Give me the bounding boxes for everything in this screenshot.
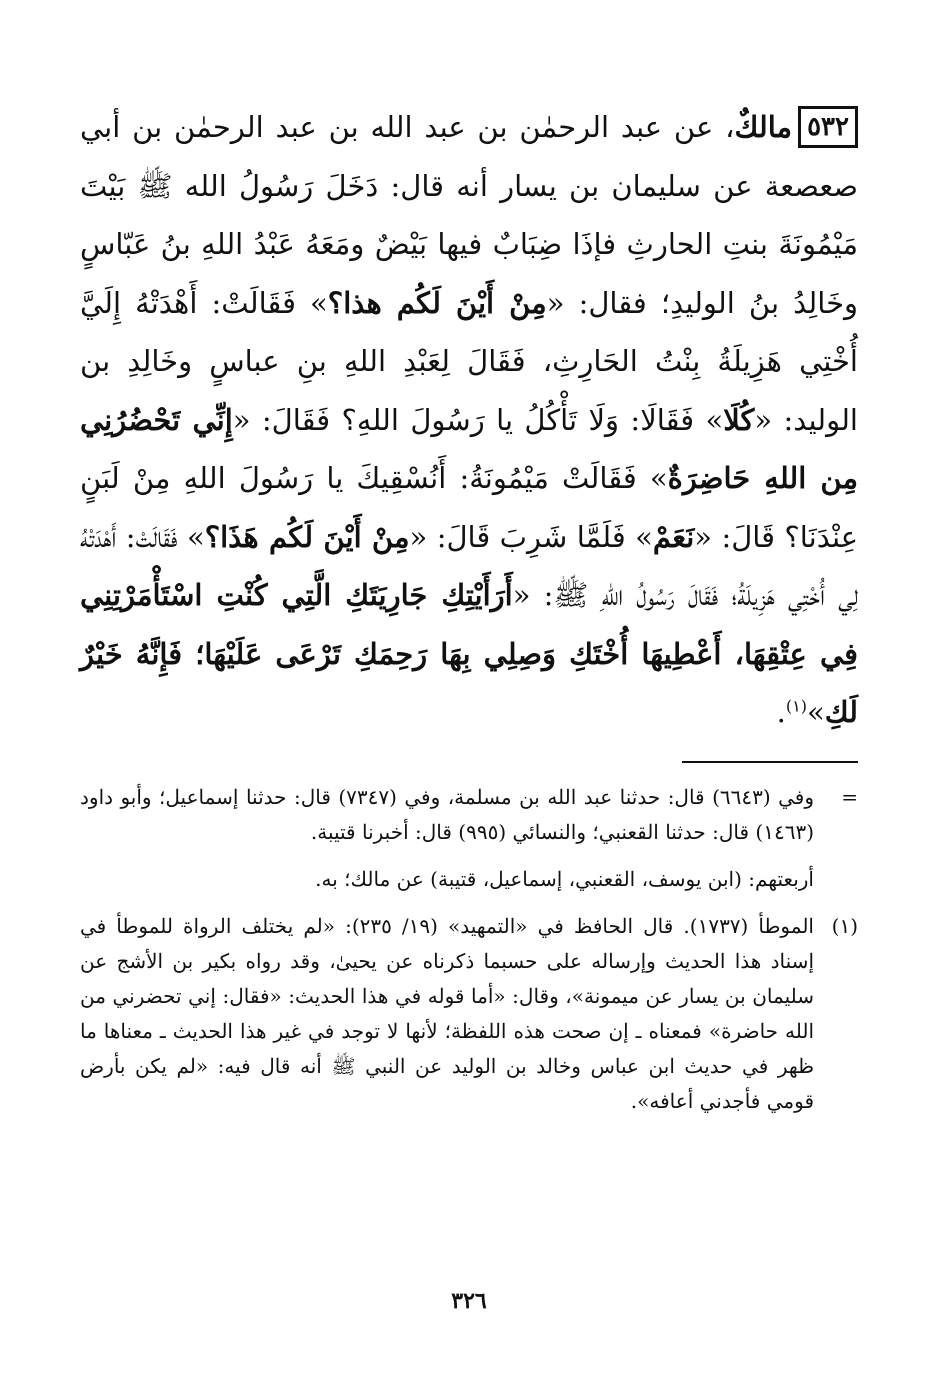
- footnote-continuation: [80, 780, 858, 850]
- book-page: [80, 98, 858, 1338]
- footnote-1: [80, 909, 858, 1119]
- footnotes-section: [80, 780, 858, 1131]
- hadith-text-part: ، عن عبد الرحمٰن بن عبد الله بن عبد الرحمٰن بن أبي صعصعة عن سليمان بن يسار أنه قال: دَخَلَ رَسُولُ الله ﷺ بَيْتَ مَيْمُونَةَ بنتِ الحارثِ فإذَا ضِبَابٌ فيها بَيْضٌ ومَعَهُ عَبْدُ اللهِ بنُ عَبّاسٍ وخَالِدُ بنُ الوليدِ؛ فقال: «: [80, 110, 859, 320]
- hadith-text-part: » فَلَمَّا شَرِبَ قَالَ: «: [409, 519, 653, 554]
- footnote-reference: (١): [785, 696, 807, 716]
- footnote-text: الموطأ (١٧٣٧). قال الحافظ في «التمهيد» (١٩/ ٢٣٥): «لم يختلف الرواة للموطأ في إسناد هذا الحديث وإرساله على حسبما ذكرناه عن يحيىٰ، وقد رواه بكير بن الأشج عن سليمان بن يسار عن ميمونة»، وقال: «أما قوله في هذا الحديث: «فقال: إني تحضرني من الله حاضرة» فمعناه ـ إن صحت هذه اللفظة؛ لأنها لا توجد في غير هذا الحديث ـ معناها ما ظهر في حديث ابن عباس وخالد بن الوليد عن النبي ﷺ أنه قال فيه: «لم يكن بأرض قومي فأجدني أعافه».: [80, 914, 814, 1113]
- footnote-divider: [682, 761, 858, 763]
- prophet-quote: مِنْ أَيْنَ لَكُم هَذَا؟: [204, 519, 410, 554]
- prophet-quote: مِنْ أَيْنَ لَكُم هذا؟: [327, 285, 547, 320]
- footnote-label: (١): [831, 914, 858, 938]
- hadith-text-part: » فَقَالَتْ: أَهْدَتْهُ إِلَيَّ أُخْتِي هَزِيلَةُ بِنْتُ الحَارِثِ، فَقَالَ لِعَبْدِ اللهِ بنِ عباسٍ وخَالِدِ بن الوليد: «: [80, 285, 858, 437]
- page-number: ٣٢٦: [451, 1288, 487, 1314]
- hadith-narrator: مالكٌ: [734, 110, 793, 144]
- prophet-quote: كُلَا: [723, 402, 755, 437]
- prophet-quote: نَعَمْ: [652, 519, 695, 554]
- hadith-text-part: »: [806, 695, 825, 729]
- footnote-summary: أربعتهم: (ابن يوسف، القعنبي، إسماعيل، قتيبة) عن مالك؛ به.: [315, 867, 814, 891]
- hadith-paragraph: [80, 98, 858, 742]
- footnote-text: وفي (٦٦٤٣) قال: حدثنا عبد الله بن مسلمة، وفي (٧٣٤٧) قال: حدثنا إسماعيل؛ وأبو داود (١٤٦٣) قال: حدثنا القعنبي؛ والنسائي (٩٩٥) قال: أخبرنا قتيبة.: [80, 785, 814, 844]
- hadith-text-part: » فَقَالَتْ مَيْمُونَةُ: أَنُسْقِيكَ يا رَسُولَ اللهِ مِنْ لَبَنٍ عِنْدَنَا؟ قَالَ: «: [80, 461, 858, 554]
- footnote-label: =: [841, 785, 858, 809]
- hadith-text-part: » فَقَالَا: وَلَا تَأْكُلُ يا رَسُولَ اللهِ؟ فَقَالَ: «: [232, 402, 724, 437]
- hadith-text-part: .: [776, 695, 786, 729]
- hadith-number-box: ٥٣٢: [798, 106, 858, 148]
- prophet-quote: إِنِّي تَحْضُرُنِي مِن اللهِ حَاضِرَةٌ: [80, 402, 858, 495]
- prophet-quote: أَرَأَيْتِكِ جَارِيَتَكِ الَّتِي كُنْتِ اسْتَأْمَرْتِنِي فِي عِتْقِهَا، أَعْطِيهَا أُخْتَكِ وَصِلِي بِهَا رَحِمَكِ تَرْعَى عَلَيْهَا؛ فَإِنَّهُ خَيْرٌ لَكِ: [80, 578, 858, 729]
- hadith-text-part: » فَقَالَتْ: أَهْدَتْهُ لِي أُخْتِي هَزِيلَةُ؛ فَقَالَ رَسُولُ اللهِ ﷺ: «: [80, 519, 858, 612]
